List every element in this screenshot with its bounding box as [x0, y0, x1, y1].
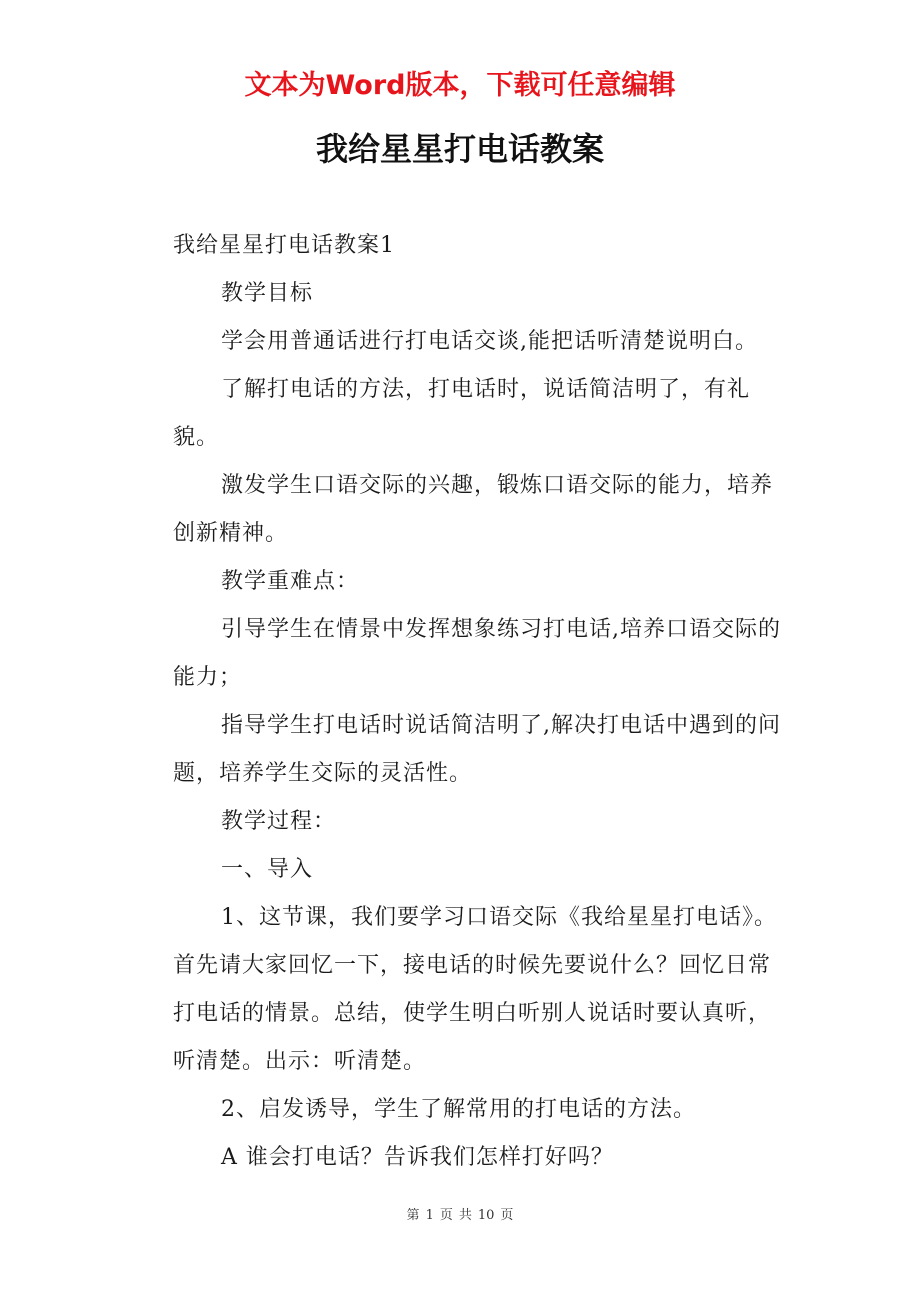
paragraph: 了解打电话的方法，打电话时，说话简洁明了，有礼貌。 [173, 377, 751, 450]
footer-total-prefix: 共 [458, 1208, 472, 1223]
paragraph: 教学目标 [221, 281, 314, 306]
paragraph: 引导学生在情景中发挥想象练习打电话,培养口语交际的能力； [173, 617, 781, 690]
section-heading: 我给星星打电话教案1 [173, 233, 395, 258]
footer-page-unit: 页 [439, 1208, 453, 1223]
paragraph: 一、导入 [221, 857, 314, 882]
page-number: 1 [425, 1208, 434, 1223]
document-title: 我给星星打电话教案 [315, 130, 604, 168]
paragraph: 2、启发诱导，学生了解常用的打电话的方法。 [221, 1097, 696, 1122]
footer-prefix: 第 [406, 1208, 420, 1223]
paragraph: 教学重难点： [221, 569, 360, 594]
paragraph: 指导学生打电话时说话简洁明了,解决打电话中遇到的问题，培养学生交际的灵活性。 [173, 713, 781, 786]
paragraph: 学会用普通话进行打电话交谈,能把话听清楚说明白。 [221, 329, 758, 354]
document-body [173, 222, 785, 1182]
paragraph: 1、这节课，我们要学习口语交际《我给星星打电话》。首先请大家回忆一下，接电话的时候先要说什么？回忆日常打电话的情景。总结，使学生明白听别人说话时要认真听，听清楚。出示：听清楚。 [173, 905, 777, 1074]
footer-total-unit: 页 [500, 1208, 514, 1223]
paragraph: A 谁会打电话？告诉我们怎样打好吗？ [221, 1145, 614, 1170]
watermark-banner: 文本为Word版本，下载可任意编辑 [244, 70, 676, 101]
paragraph: 教学过程： [221, 809, 337, 834]
total-pages: 10 [477, 1208, 495, 1223]
paragraph: 激发学生口语交际的兴趣，锻炼口语交际的能力，培养创新精神。 [173, 473, 774, 546]
page-footer [0, 1206, 920, 1226]
